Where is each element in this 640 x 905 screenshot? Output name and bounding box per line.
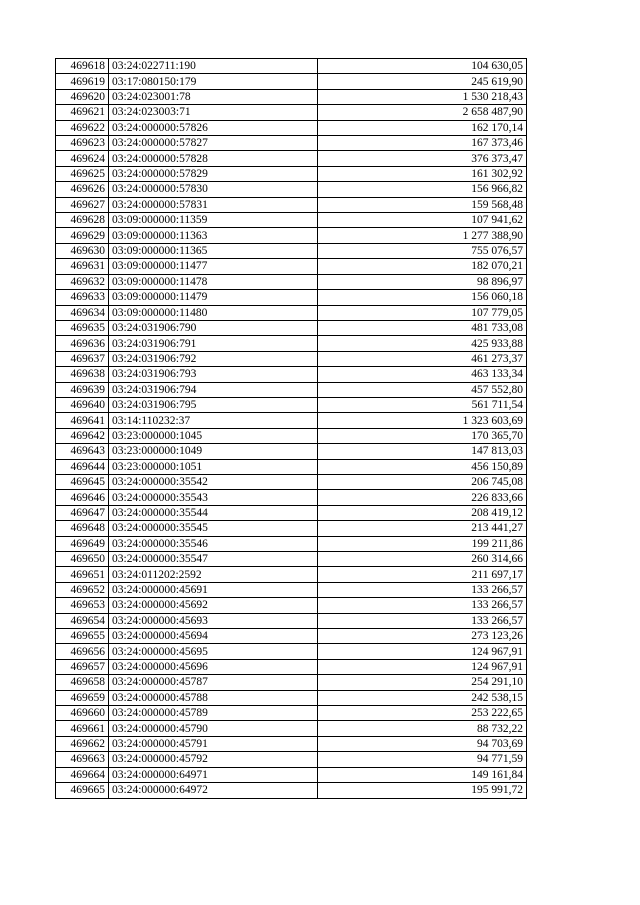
cadastral-number-cell: 03:24:000000:45692 (109, 598, 318, 613)
row-id-cell: 469644 (56, 459, 109, 474)
row-id-cell: 469658 (56, 675, 109, 690)
cadastral-value-cell: 195 991,72 (318, 783, 527, 798)
table-row (56, 197, 527, 212)
table-row (56, 228, 527, 243)
row-id-cell: 469648 (56, 521, 109, 536)
cadastral-value-cell: 156 966,82 (318, 182, 527, 197)
table-row (56, 644, 527, 659)
table-row (56, 305, 527, 320)
cadastral-number-cell: 03:24:031906:793 (109, 367, 318, 382)
table-row (56, 752, 527, 767)
row-id-cell: 469631 (56, 259, 109, 274)
cadastral-value-cell: 211 697,17 (318, 567, 527, 582)
table-row (56, 582, 527, 597)
cadastral-value-cell: 208 419,12 (318, 505, 527, 520)
cadastral-number-cell: 03:24:000000:45696 (109, 659, 318, 674)
cadastral-number-cell: 03:24:031906:795 (109, 397, 318, 412)
table-row (56, 166, 527, 181)
row-id-cell: 469639 (56, 382, 109, 397)
table-row (56, 567, 527, 582)
cadastral-number-cell: 03:24:031906:791 (109, 336, 318, 351)
row-id-cell: 469642 (56, 428, 109, 443)
row-id-cell: 469660 (56, 706, 109, 721)
cadastral-value-cell: 1 323 603,69 (318, 413, 527, 428)
table-row (56, 367, 527, 382)
row-id-cell: 469665 (56, 783, 109, 798)
cadastral-number-cell: 03:24:000000:35546 (109, 536, 318, 551)
cadastral-number-cell: 03:09:000000:11365 (109, 243, 318, 258)
row-id-cell: 469651 (56, 567, 109, 582)
table-row (56, 613, 527, 628)
cadastral-number-cell: 03:23:000000:1045 (109, 428, 318, 443)
table-row (56, 690, 527, 705)
cadastral-value-cell: 88 732,22 (318, 721, 527, 736)
cadastral-value-cell: 457 552,80 (318, 382, 527, 397)
row-id-cell: 469650 (56, 552, 109, 567)
table-row (56, 459, 527, 474)
cadastral-value-cell: 147 813,03 (318, 444, 527, 459)
row-id-cell: 469625 (56, 166, 109, 181)
cadastral-value-cell: 161 302,92 (318, 166, 527, 181)
cadastral-number-cell: 03:09:000000:11477 (109, 259, 318, 274)
cadastral-number-cell: 03:24:000000:45695 (109, 644, 318, 659)
cadastral-value-cell: 2 658 487,90 (318, 105, 527, 120)
table-row (56, 105, 527, 120)
row-id-cell: 469653 (56, 598, 109, 613)
row-id-cell: 469664 (56, 767, 109, 782)
row-id-cell: 469637 (56, 351, 109, 366)
row-id-cell: 469620 (56, 89, 109, 104)
cadastral-value-cell: 245 619,90 (318, 74, 527, 89)
cadastral-number-cell: 03:24:000000:35543 (109, 490, 318, 505)
table-row (56, 382, 527, 397)
table-row (56, 767, 527, 782)
cadastral-value-cell: 149 161,84 (318, 767, 527, 782)
table-row (56, 213, 527, 228)
cadastral-number-cell: 03:24:023001:78 (109, 89, 318, 104)
row-id-cell: 469619 (56, 74, 109, 89)
row-id-cell: 469636 (56, 336, 109, 351)
row-id-cell: 469647 (56, 505, 109, 520)
row-id-cell: 469662 (56, 736, 109, 751)
cadastral-value-cell: 98 896,97 (318, 274, 527, 289)
cadastral-number-cell: 03:24:000000:45792 (109, 752, 318, 767)
cadastral-value-cell: 463 133,34 (318, 367, 527, 382)
cadastral-value-cell: 107 941,62 (318, 213, 527, 228)
cadastral-value-cell: 461 273,37 (318, 351, 527, 366)
row-id-cell: 469661 (56, 721, 109, 736)
row-id-cell: 469630 (56, 243, 109, 258)
cadastral-number-cell: 03:24:000000:45788 (109, 690, 318, 705)
row-id-cell: 469656 (56, 644, 109, 659)
row-id-cell: 469624 (56, 151, 109, 166)
cadastral-number-cell: 03:24:031906:792 (109, 351, 318, 366)
table-row (56, 89, 527, 104)
row-id-cell: 469640 (56, 397, 109, 412)
table-row (56, 274, 527, 289)
cadastral-number-cell: 03:14:110232:37 (109, 413, 318, 428)
cadastral-value-cell: 253 222,65 (318, 706, 527, 721)
cadastral-value-cell: 242 538,15 (318, 690, 527, 705)
table-row (56, 290, 527, 305)
table-row (56, 182, 527, 197)
row-id-cell: 469627 (56, 197, 109, 212)
row-id-cell: 469626 (56, 182, 109, 197)
table-row (56, 59, 527, 74)
cadastral-value-cell: 156 060,18 (318, 290, 527, 305)
cadastral-number-cell: 03:24:000000:45693 (109, 613, 318, 628)
cadastral-value-cell: 254 291,10 (318, 675, 527, 690)
cadastral-value-cell: 425 933,88 (318, 336, 527, 351)
cadastral-value-cell: 107 779,05 (318, 305, 527, 320)
table-row (56, 659, 527, 674)
cadastral-number-cell: 03:24:000000:57828 (109, 151, 318, 166)
row-id-cell: 469659 (56, 690, 109, 705)
cadastral-value-cell: 199 211,86 (318, 536, 527, 551)
cadastral-value-cell: 159 568,48 (318, 197, 527, 212)
cadastral-number-cell: 03:23:000000:1049 (109, 444, 318, 459)
table-row (56, 74, 527, 89)
cadastral-value-cell: 170 365,70 (318, 428, 527, 443)
table-row (56, 444, 527, 459)
table-row (56, 598, 527, 613)
cadastral-number-cell: 03:24:000000:45787 (109, 675, 318, 690)
row-id-cell: 469618 (56, 59, 109, 74)
cadastral-number-cell: 03:09:000000:11479 (109, 290, 318, 305)
row-id-cell: 469629 (56, 228, 109, 243)
cadastral-number-cell: 03:24:000000:57826 (109, 120, 318, 135)
cadastral-number-cell: 03:24:000000:57830 (109, 182, 318, 197)
cadastral-value-cell: 1 530 218,43 (318, 89, 527, 104)
row-id-cell: 469634 (56, 305, 109, 320)
row-id-cell: 469663 (56, 752, 109, 767)
cadastral-value-cell: 213 441,27 (318, 521, 527, 536)
row-id-cell: 469635 (56, 320, 109, 335)
cadastral-number-cell: 03:24:011202:2592 (109, 567, 318, 582)
table-row (56, 413, 527, 428)
row-id-cell: 469638 (56, 367, 109, 382)
row-id-cell: 469628 (56, 213, 109, 228)
table-row (56, 243, 527, 258)
cadastral-number-cell: 03:24:031906:794 (109, 382, 318, 397)
cadastral-number-cell: 03:09:000000:11480 (109, 305, 318, 320)
row-id-cell: 469649 (56, 536, 109, 551)
cadastral-number-cell: 03:24:031906:790 (109, 320, 318, 335)
cadastral-number-cell: 03:24:000000:45691 (109, 582, 318, 597)
cadastral-value-cell: 481 733,08 (318, 320, 527, 335)
cadastral-number-cell: 03:24:000000:45694 (109, 629, 318, 644)
cadastral-value-cell: 133 266,57 (318, 613, 527, 628)
table-body (56, 59, 527, 799)
row-id-cell: 469632 (56, 274, 109, 289)
table-row (56, 675, 527, 690)
cadastral-number-cell: 03:24:000000:64971 (109, 767, 318, 782)
table-row (56, 428, 527, 443)
cadastral-value-cell: 104 630,05 (318, 59, 527, 74)
cadastral-number-cell: 03:24:000000:45791 (109, 736, 318, 751)
cadastral-number-cell: 03:24:022711:190 (109, 59, 318, 74)
table-row (56, 136, 527, 151)
cadastral-value-cell: 133 266,57 (318, 582, 527, 597)
cadastral-value-cell: 226 833,66 (318, 490, 527, 505)
cadastral-value-cell: 124 967,91 (318, 644, 527, 659)
row-id-cell: 469646 (56, 490, 109, 505)
table-row (56, 706, 527, 721)
cadastral-number-cell: 03:24:000000:35542 (109, 474, 318, 489)
cadastral-number-cell: 03:17:080150:179 (109, 74, 318, 89)
table-row (56, 536, 527, 551)
cadastral-value-cell: 182 070,21 (318, 259, 527, 274)
table-row (56, 151, 527, 166)
cadastral-value-cell: 133 266,57 (318, 598, 527, 613)
cadastral-value-cell: 273 123,26 (318, 629, 527, 644)
table-row (56, 721, 527, 736)
cadastral-number-cell: 03:24:023003:71 (109, 105, 318, 120)
row-id-cell: 469645 (56, 474, 109, 489)
table-row (56, 259, 527, 274)
table-row (56, 521, 527, 536)
table-row (56, 783, 527, 798)
cadastral-value-cell: 162 170,14 (318, 120, 527, 135)
row-id-cell: 469622 (56, 120, 109, 135)
table-row (56, 629, 527, 644)
row-id-cell: 469641 (56, 413, 109, 428)
cadastral-number-cell: 03:24:000000:57827 (109, 136, 318, 151)
cadastral-number-cell: 03:24:000000:35544 (109, 505, 318, 520)
row-id-cell: 469657 (56, 659, 109, 674)
cadastral-value-cell: 755 076,57 (318, 243, 527, 258)
cadastral-number-cell: 03:24:000000:35547 (109, 552, 318, 567)
row-id-cell: 469654 (56, 613, 109, 628)
cadastral-value-table (55, 58, 527, 799)
cadastral-number-cell: 03:24:000000:57829 (109, 166, 318, 181)
table-row (56, 351, 527, 366)
table-row (56, 120, 527, 135)
cadastral-number-cell: 03:09:000000:11359 (109, 213, 318, 228)
cadastral-value-cell: 124 967,91 (318, 659, 527, 674)
cadastral-value-cell: 94 771,59 (318, 752, 527, 767)
cadastral-value-cell: 167 373,46 (318, 136, 527, 151)
table-row (56, 397, 527, 412)
cadastral-value-cell: 206 745,08 (318, 474, 527, 489)
table-row (56, 505, 527, 520)
row-id-cell: 469623 (56, 136, 109, 151)
cadastral-value-cell: 376 373,47 (318, 151, 527, 166)
cadastral-number-cell: 03:24:000000:64972 (109, 783, 318, 798)
cadastral-value-cell: 456 150,89 (318, 459, 527, 474)
cadastral-value-cell: 260 314,66 (318, 552, 527, 567)
row-id-cell: 469655 (56, 629, 109, 644)
cadastral-value-cell: 94 703,69 (318, 736, 527, 751)
row-id-cell: 469633 (56, 290, 109, 305)
table-row (56, 490, 527, 505)
table-row (56, 320, 527, 335)
row-id-cell: 469621 (56, 105, 109, 120)
cadastral-value-cell: 1 277 388,90 (318, 228, 527, 243)
cadastral-number-cell: 03:09:000000:11363 (109, 228, 318, 243)
cadastral-number-cell: 03:24:000000:57831 (109, 197, 318, 212)
cadastral-number-cell: 03:24:000000:35545 (109, 521, 318, 536)
table-row (56, 474, 527, 489)
cadastral-number-cell: 03:23:000000:1051 (109, 459, 318, 474)
cadastral-number-cell: 03:24:000000:45790 (109, 721, 318, 736)
row-id-cell: 469652 (56, 582, 109, 597)
table-row (56, 336, 527, 351)
cadastral-value-cell: 561 711,54 (318, 397, 527, 412)
cadastral-number-cell: 03:09:000000:11478 (109, 274, 318, 289)
row-id-cell: 469643 (56, 444, 109, 459)
table-row (56, 552, 527, 567)
cadastral-number-cell: 03:24:000000:45789 (109, 706, 318, 721)
table-row (56, 736, 527, 751)
